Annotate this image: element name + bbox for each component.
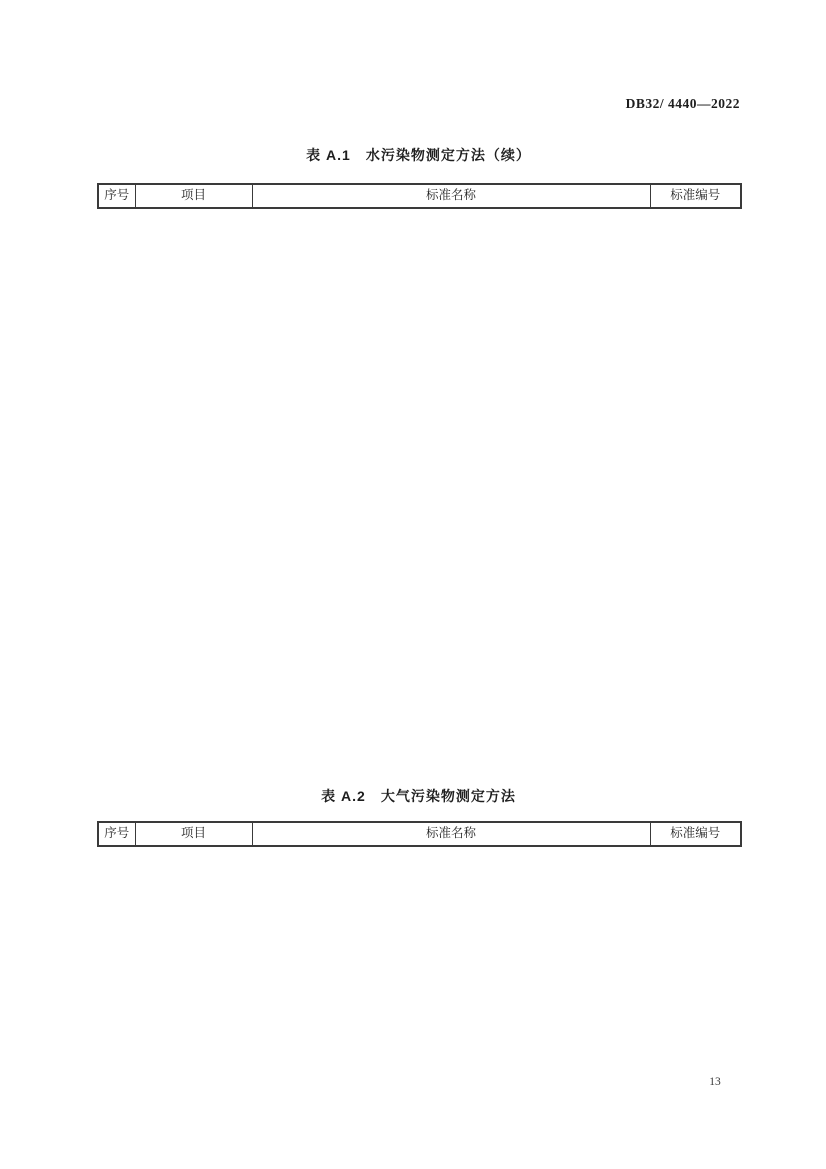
column-header: 项目 <box>135 184 252 208</box>
table-header-row <box>98 822 741 846</box>
table-header-row <box>98 184 741 208</box>
column-header: 项目 <box>135 822 252 846</box>
column-header: 标准名称 <box>252 184 650 208</box>
column-header: 标准编号 <box>650 822 741 846</box>
column-header: 标准名称 <box>252 822 650 846</box>
column-header: 标准编号 <box>650 184 741 208</box>
table-a2 <box>97 821 742 847</box>
table-a1-title: 表 A.1 水污染物测定方法（续） <box>306 147 531 163</box>
doc-number: DB32/ 4440—2022 <box>625 96 740 111</box>
table-a2-title: 表 A.2 大气污染物测定方法 <box>321 788 516 804</box>
table-a1 <box>97 183 742 209</box>
page-number: 13 <box>709 1076 721 1088</box>
column-header: 序号 <box>98 822 135 846</box>
column-header: 序号 <box>98 184 135 208</box>
